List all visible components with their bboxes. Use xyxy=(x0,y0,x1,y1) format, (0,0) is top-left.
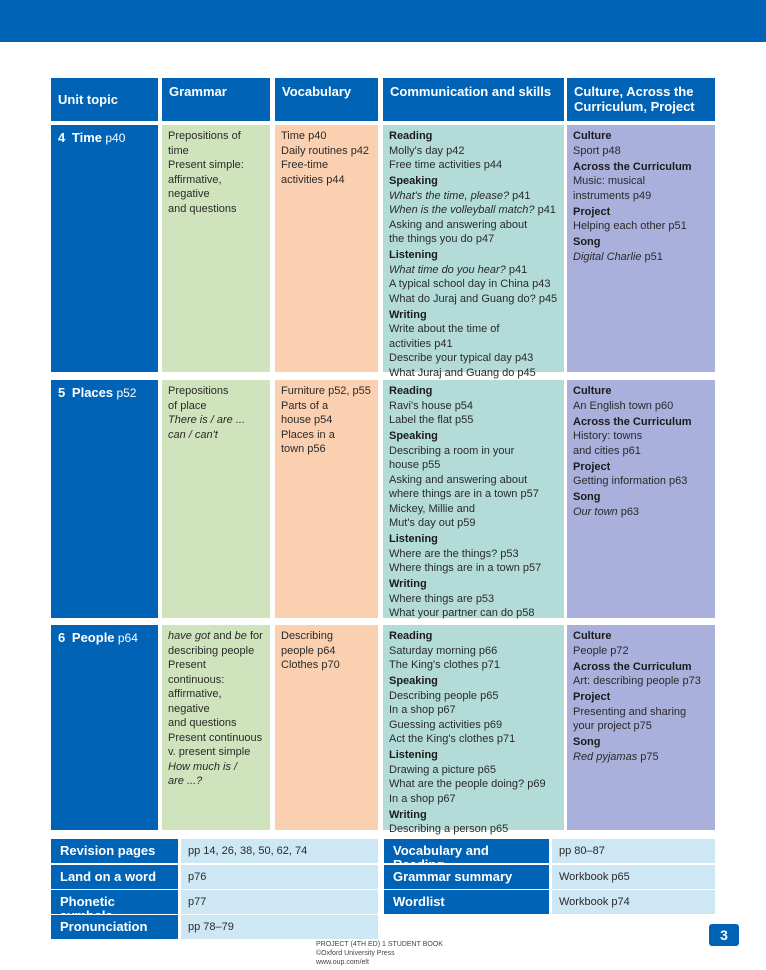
list-item: Getting information p63 xyxy=(573,475,688,487)
vocabulary-and-reading-label: Vocabulary and xyxy=(384,839,549,863)
list-item: Music: musical xyxy=(573,175,646,187)
section-heading: Reading xyxy=(389,630,433,642)
grammar-summary-label: Grammar summary xyxy=(384,865,549,889)
list-item: house p54 xyxy=(281,414,333,426)
list-item: Helping each other p51 xyxy=(573,220,687,232)
list-item: Free-time xyxy=(281,159,329,171)
credit-line: www.oup.com/elt xyxy=(316,959,369,966)
list-item: In a shop p67 xyxy=(389,792,456,805)
list-item: affirmative, negative xyxy=(168,173,222,200)
list-item: affirmative, negative xyxy=(168,688,222,715)
unit-4-culture xyxy=(567,125,715,372)
section-heading: Listening xyxy=(389,749,438,761)
unit-4-topic: 4 Time p40 xyxy=(51,125,158,372)
section-heading: Across the Curriculum xyxy=(573,660,692,673)
unit-6-vocabulary xyxy=(275,625,378,830)
section-heading: Writing xyxy=(389,578,427,590)
list-item: the things you do p47 xyxy=(389,233,495,245)
list-item: Saturday morning p66 xyxy=(389,644,498,657)
section-heading: Culture xyxy=(573,630,612,642)
list-item: instruments p49 xyxy=(573,189,652,202)
list-item: and cities p61 xyxy=(573,444,641,457)
list-item: Guessing activities p69 xyxy=(389,718,503,731)
list-item: activities p41 xyxy=(389,337,453,350)
list-item: Describing a person p65 xyxy=(389,823,509,835)
list-item: Where things are p53 xyxy=(389,592,495,605)
header-communication: Communication and skills xyxy=(383,78,564,121)
unit-5-communication xyxy=(383,380,564,618)
list-item: What do Juraj and Guang do? p45 xyxy=(389,292,558,305)
list-item: Clothes p70 xyxy=(281,659,340,671)
section-heading: Reading xyxy=(389,130,433,142)
list-item: people p64 xyxy=(281,644,336,657)
list-item: and questions xyxy=(168,717,237,729)
section-heading: Listening xyxy=(389,533,438,545)
list-item: Sport p48 xyxy=(573,144,621,157)
list-item: Our town p63 xyxy=(573,505,640,518)
section-heading: Culture xyxy=(573,130,612,142)
list-item: v. present simple xyxy=(168,746,251,758)
list-item: The King's clothes p71 xyxy=(389,659,500,671)
list-item: Art: describing people p73 xyxy=(573,675,701,687)
list-item: Present simple: xyxy=(168,159,244,171)
list-item: Describe your typical day p43 xyxy=(389,352,534,364)
list-item: your project p75 xyxy=(573,720,652,732)
section-heading: Speaking xyxy=(389,675,438,687)
unit-6-topic: 6 People p64 xyxy=(51,625,158,830)
section-heading: Writing xyxy=(389,308,427,321)
list-item: What's the time, please? p41 xyxy=(389,189,531,202)
section-heading: Speaking xyxy=(389,175,438,187)
list-item: activities p44 xyxy=(281,173,345,186)
vocabulary-and-reading-value: pp 80–87 xyxy=(552,839,715,863)
list-item: are ...? xyxy=(168,775,203,787)
list-item: History: towns xyxy=(573,430,643,442)
section-heading: Reading xyxy=(389,385,433,397)
list-item: Parts of a xyxy=(281,399,329,412)
pronunciation-label: Pronunciation xyxy=(51,915,178,939)
list-item: In a shop p67 xyxy=(389,704,456,716)
section-heading: Song xyxy=(573,491,601,503)
list-item: Present continuous: xyxy=(168,659,225,686)
list-item: of place xyxy=(168,399,207,412)
list-item: Molly's day p42 xyxy=(389,144,465,157)
list-item: Present continuous xyxy=(168,731,263,744)
list-item: Ravi's house p54 xyxy=(389,399,474,412)
list-item: Describing a room in your xyxy=(389,444,515,457)
list-item: Act the King's clothes p71 xyxy=(389,733,516,745)
list-item: have got and be for xyxy=(168,630,263,642)
list-item: Mut's day out p59 xyxy=(389,517,476,529)
unit-4-vocabulary xyxy=(275,125,378,372)
list-item: Presenting and sharing xyxy=(573,705,687,718)
list-item: An English town p60 xyxy=(573,399,674,412)
list-item: When is the volleyball match? p41 xyxy=(389,204,556,216)
list-item: Asking and answering about xyxy=(389,473,528,486)
phonetic-symbols-label: Phonetic xyxy=(51,890,178,914)
revision-pages-value: pp 14, 26, 38, 50, 62, 74 xyxy=(181,839,378,863)
list-item: and questions xyxy=(168,202,237,215)
phonetic-symbols-value: p77 xyxy=(181,890,378,914)
list-item: can / can't xyxy=(168,428,218,441)
section-heading: Project xyxy=(573,460,611,473)
section-heading: Culture xyxy=(573,385,612,397)
list-item: There is / are ... xyxy=(168,414,246,426)
header-culture: Culture, Across the Curriculum, Project xyxy=(567,78,715,121)
unit-4-grammar xyxy=(162,125,270,372)
list-item: A typical school day in China p43 xyxy=(389,278,551,290)
unit-5-grammar xyxy=(162,380,270,618)
list-item: People p72 xyxy=(573,644,629,657)
list-item: What Juraj and Guang do p45 xyxy=(389,366,536,379)
unit-6-culture xyxy=(567,625,715,830)
list-item: Label the flat p55 xyxy=(389,414,474,426)
list-item: Prepositions of time xyxy=(168,130,241,157)
wordlist-value: Workbook p74 xyxy=(552,890,715,914)
list-item: Write about the time of xyxy=(389,323,500,335)
unit-4-communication xyxy=(383,125,564,379)
list-item: Where things are in a town p57 xyxy=(389,562,542,574)
list-item: Time p40 xyxy=(281,130,327,142)
list-item: Places in a xyxy=(281,428,335,441)
section-heading: Song xyxy=(573,236,601,248)
unit-6-communication xyxy=(383,625,564,835)
list-item: How much is / xyxy=(168,760,238,773)
wordlist-label: Wordlist xyxy=(384,890,549,914)
section-heading: Project xyxy=(573,691,611,703)
header-unit-topic: Unit topic xyxy=(51,78,158,121)
list-item: Digital Charlie p51 xyxy=(573,250,663,263)
list-item: describing people xyxy=(168,644,255,657)
top-banner xyxy=(0,0,766,42)
header-grammar: Grammar xyxy=(162,78,270,121)
page-number: 3 xyxy=(709,924,739,946)
unit-6-grammar xyxy=(162,625,270,830)
credit-line: ©Oxford University Press xyxy=(316,950,395,957)
list-item: Describing people p65 xyxy=(389,689,499,702)
list-item: Describing xyxy=(281,630,333,642)
credit-line: PROJECT (4TH ED) 1 STUDENT BOOK xyxy=(316,941,443,948)
section-heading: Song xyxy=(573,736,601,748)
list-item: town p56 xyxy=(281,443,326,455)
list-item: house p55 xyxy=(389,459,441,471)
section-heading: Across the Curriculum xyxy=(573,160,692,173)
list-item: What your partner can do p58 xyxy=(389,607,535,619)
section-heading: Across the Curriculum xyxy=(573,415,692,428)
revision-pages-label: Revision pages xyxy=(51,839,178,863)
list-item: Drawing a picture p65 xyxy=(389,763,497,776)
section-heading: Listening xyxy=(389,249,438,261)
header-vocabulary: Vocabulary xyxy=(275,78,378,121)
list-item: Free time activities p44 xyxy=(389,159,503,171)
land-on-a-word-value: p76 xyxy=(181,865,378,889)
list-item: What are the people doing? p69 xyxy=(389,778,546,790)
grammar-summary-value: Workbook p65 xyxy=(552,865,715,889)
list-item: Furniture p52, p55 xyxy=(281,385,371,397)
section-heading: Speaking xyxy=(389,430,438,442)
list-item: Asking and answering about xyxy=(389,218,528,231)
list-item: Mickey, Millie and xyxy=(389,502,475,515)
unit-5-culture xyxy=(567,380,715,618)
unit-5-vocabulary xyxy=(275,380,378,618)
list-item: Where are the things? p53 xyxy=(389,547,519,560)
section-heading: Project xyxy=(573,205,611,218)
list-item: Prepositions xyxy=(168,385,229,397)
list-item: Red pyjamas p75 xyxy=(573,750,659,763)
list-item: Daily routines p42 xyxy=(281,144,370,157)
unit-5-topic: 5 Places p52 xyxy=(51,380,158,618)
list-item: where things are in a town p57 xyxy=(389,488,539,500)
credits xyxy=(316,940,443,967)
pronunciation-value: pp 78–79 xyxy=(181,915,378,939)
land-on-a-word-label: Land on a word xyxy=(51,865,178,889)
list-item: What time do you hear? p41 xyxy=(389,263,528,276)
section-heading: Writing xyxy=(389,808,427,821)
